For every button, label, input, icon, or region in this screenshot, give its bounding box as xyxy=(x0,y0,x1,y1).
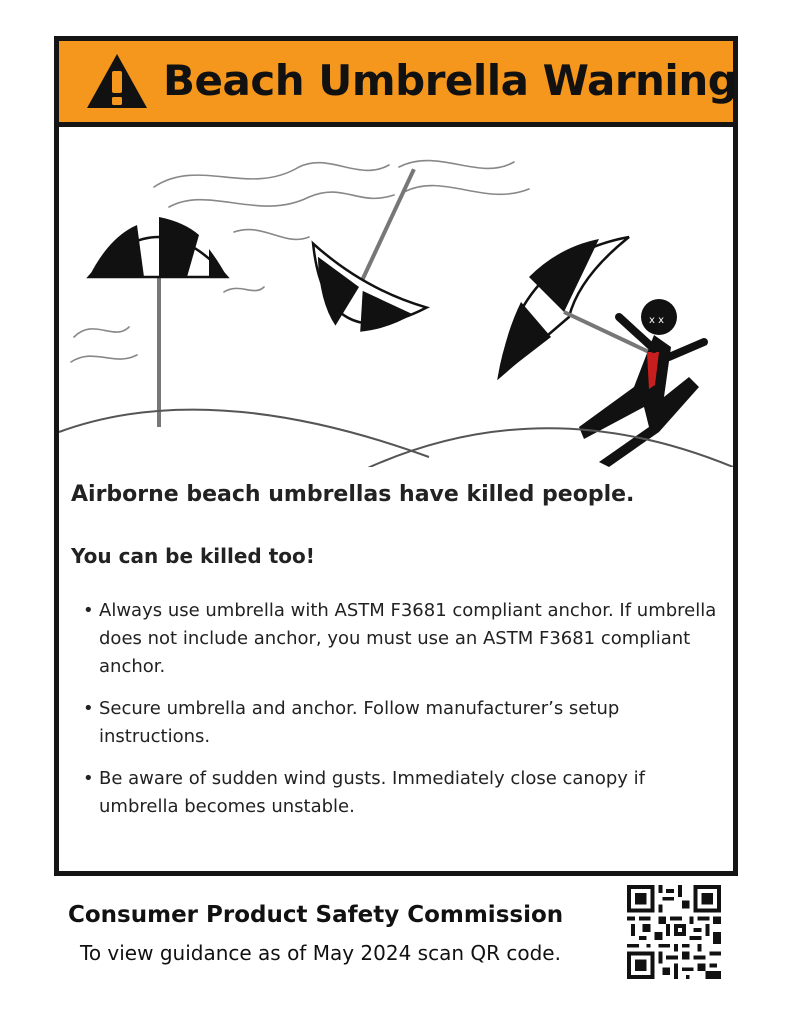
flipping-umbrella xyxy=(286,144,478,358)
qr-instruction: To view guidance as of May 2024 scan QR code. xyxy=(80,941,561,965)
bullet-item: • Secure umbrella and anchor. Follow manufacturer’s setup instructions. xyxy=(83,695,723,751)
svg-text:x x: x x xyxy=(649,315,665,326)
standing-umbrella xyxy=(89,217,227,427)
safety-bullet-list xyxy=(83,597,723,821)
sign-header xyxy=(59,41,738,127)
sign-title: Beach Umbrella Warning xyxy=(163,56,738,105)
bullet-item: • Be aware of sudden wind gusts. Immediately close canopy if umbrella becomes unstable. xyxy=(83,765,723,821)
headline: Airborne beach umbrellas have killed people. xyxy=(71,482,635,507)
qr-code-icon[interactable] xyxy=(626,885,722,979)
organization-name: Consumer Product Safety Commission xyxy=(68,902,564,928)
warning-sign xyxy=(54,36,738,876)
bullet-item: • Always use umbrella with ASTM F3681 compliant anchor. If umbrella does not include anchor, you must use an ASTM F3681 compliant anchor. xyxy=(83,597,723,681)
beach-umbrella-illustration xyxy=(59,127,733,467)
warning-triangle-icon xyxy=(85,51,149,111)
subhead: You can be killed too! xyxy=(71,544,315,568)
